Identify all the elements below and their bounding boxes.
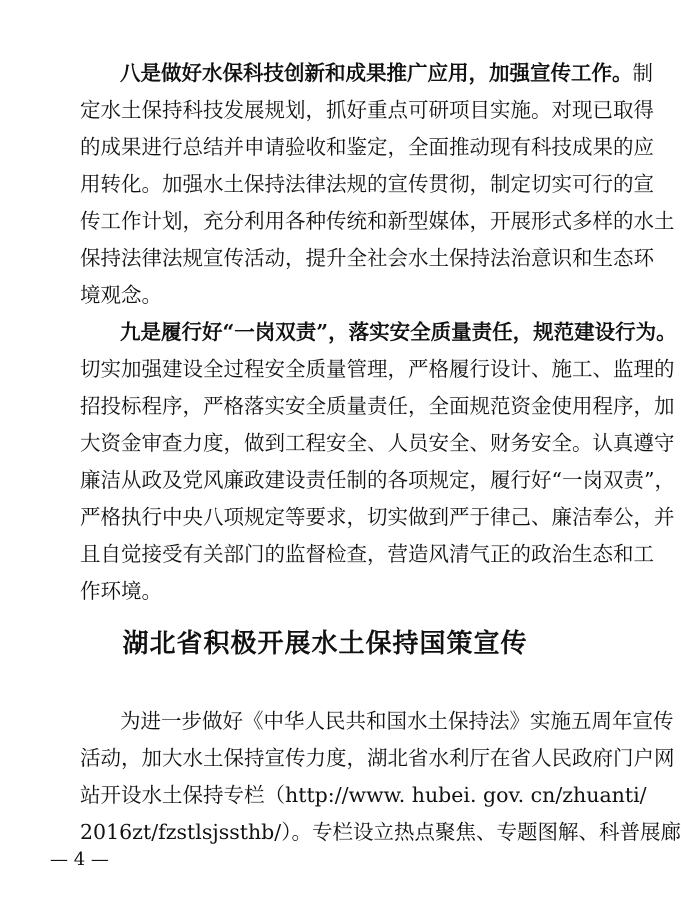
section-nine-line-3: 招投标程序，严格落实安全质量责任，全面规范资金使用程序，加 [80,394,675,418]
page-number: — 4 — [50,849,109,870]
section-eight-line-1-tail: 制 [632,61,653,85]
section-eight-line-3: 的成果进行总结并申请验收和鉴定，全面推动现有科技成果的应 [80,135,654,159]
section-eight-line-1 [120,58,653,88]
article-line-4: 2016zt/fzstlsjssthb/）。专栏设立热点聚焦、专题图解、科普展廊 [80,820,681,844]
section-eight-line-2: 定水土保持科技发展规划，抓好重点可研项目实施。对现已取得 [80,98,654,122]
article-line-1: 为进一步做好《中华人民共和国水土保持法》实施五周年宣传 [120,709,674,733]
section-nine-line-6: 严格执行中央八项规定等要求，切实做到严于律己、廉洁奉公，并 [80,505,675,529]
section-eight-line-4: 用转化。加强水土保持法律法规的宣传贯彻，制定切实可行的宣 [80,172,654,196]
section-eight-lead: 八是做好水保科技创新和成果推广应用，加强宣传工作。 [120,61,633,85]
section-nine-line-2: 切实加强建设全过程安全质量管理，严格履行设计、施工、监理的 [80,357,675,381]
section-nine-line-7: 且自觉接受有关部门的监督检查，营造风清气正的政治生态和工 [80,542,654,566]
section-nine-line-4: 大资金审查力度，做到工程安全、人员安全、财务安全。认真遵守 [80,431,675,455]
section-eight-line-5: 传工作计划，充分利用各种传统和新型媒体，开展形式多样的水土 [80,209,675,233]
section-eight-line-6: 保持法律法规宣传活动，提升全社会水土保持法治意识和生态环 [80,246,654,270]
article-line-3: 站开设水土保持专栏（http://www. hubei. gov. cn/zhuanti/ [80,783,647,807]
article-title: 湖北省积极开展水土保持国策宣传 [122,629,528,659]
article-line-2: 活动，加大水土保持宣传力度，湖北省水利厅在省人民政府门户网 [80,746,675,770]
section-eight-line-7: 境观念。 [80,283,162,307]
section-nine-line-8: 作环境。 [80,579,162,603]
section-nine-lead: 九是履行好“一岗双责”，落实安全质量责任，规范建设行为。 [120,320,677,344]
section-nine-line-5: 廉洁从政及党风廉政建设责任制的各项规定，履行好“一岗双责”， [80,468,675,492]
section-nine-line-1 [120,317,677,347]
